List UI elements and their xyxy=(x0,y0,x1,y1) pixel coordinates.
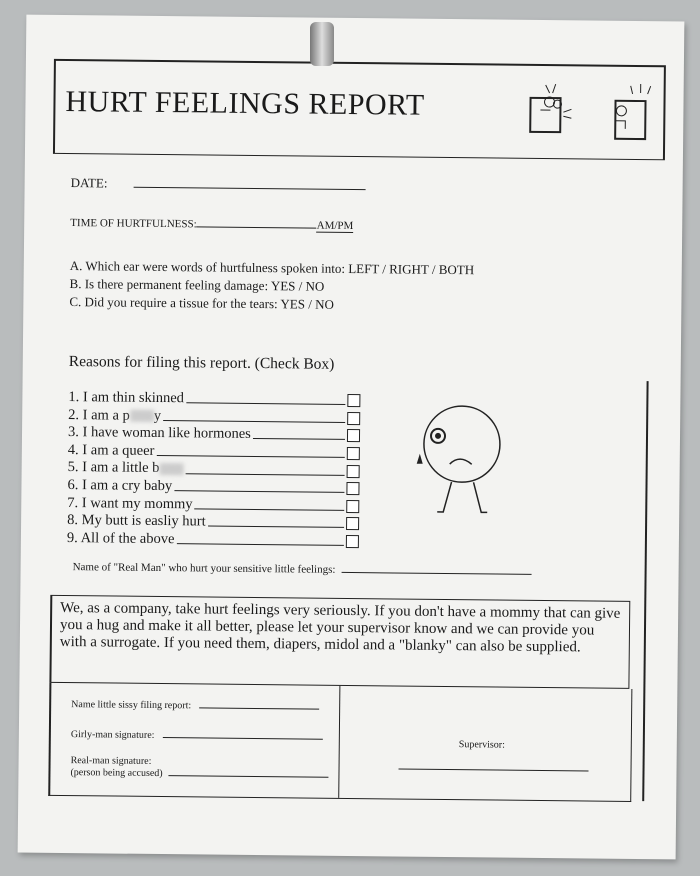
reason-checkbox[interactable] xyxy=(347,412,360,425)
real-signature-field[interactable] xyxy=(70,755,328,782)
question-b: B. Is there permanent feeling damage: YES / NO xyxy=(69,276,325,294)
reason-label: 3. I have woman like hormones xyxy=(67,424,251,443)
censored-blur xyxy=(159,463,183,475)
reason-checkbox[interactable] xyxy=(346,535,359,548)
reasons-heading: Reasons for filing this report. (Check Box) xyxy=(68,353,335,373)
reason-label-end: y xyxy=(153,407,162,424)
reason-checkbox[interactable] xyxy=(347,429,360,442)
reason-checkbox[interactable] xyxy=(347,447,360,460)
real-man-field[interactable] xyxy=(73,561,532,578)
reason-item xyxy=(67,530,359,551)
reason-label: 9. All of the above xyxy=(66,529,175,547)
reason-label: 4. I am a queer xyxy=(67,441,155,459)
reason-checkbox[interactable] xyxy=(346,500,359,513)
reason-label: 8. My butt is easliy hurt xyxy=(67,512,206,530)
supervisor-label: Supervisor: xyxy=(458,739,505,751)
real-man-label: Name of "Real Man" who hurt your sensitive little feelings: xyxy=(72,561,336,576)
reason-label: 2. I am a p xyxy=(68,406,130,424)
reason-label: 6. I am a cry baby xyxy=(67,477,173,495)
reasons-list xyxy=(67,389,361,550)
date-label: DATE: xyxy=(70,175,108,191)
reason-checkbox[interactable] xyxy=(346,482,359,495)
girly-label: Girly-man signature: xyxy=(70,729,155,741)
reason-checkbox[interactable] xyxy=(347,394,360,407)
name-label: Name little sissy filing report: xyxy=(71,699,192,712)
reason-label: 5. I am a little b xyxy=(67,459,160,477)
cartoon-faces-icon xyxy=(525,80,656,141)
question-c: C. Did you require a tissue for the tears: YES / NO xyxy=(69,294,334,312)
real-label: Real-man signature: xyxy=(70,755,152,767)
pin-icon xyxy=(310,22,334,66)
reason-checkbox[interactable] xyxy=(347,465,360,478)
censored-blur xyxy=(130,410,154,422)
right-border xyxy=(642,381,648,801)
real-label-sub: (person being accused) xyxy=(70,767,163,780)
reason-checkbox[interactable] xyxy=(346,517,359,530)
date-field[interactable] xyxy=(71,175,366,194)
page-title: HURT FEELINGS REPORT xyxy=(65,84,425,122)
time-label: TIME OF HURTFULNESS: xyxy=(70,217,197,231)
reason-label: 1. I am thin skinned xyxy=(68,389,185,407)
ampm-label: AM/PM xyxy=(316,219,354,233)
crying-face-drawing xyxy=(411,404,522,525)
questions xyxy=(69,257,474,315)
policy-paragraph: We, as a company, take hurt feelings very seriously. If you don't have a mommy that can give you a hug and make it all better, please let your supervisor know and we can provide you with a surrogate. If you need them, diapers, midol and a "blanky" can also be supplied. xyxy=(49,595,630,689)
reason-label: 7. I want my mommy xyxy=(67,494,193,512)
report-paper xyxy=(18,15,685,860)
time-field[interactable] xyxy=(70,217,353,233)
question-a: A. Which ear were words of hurtfulness spoken into: LEFT / RIGHT / BOTH xyxy=(69,258,475,278)
